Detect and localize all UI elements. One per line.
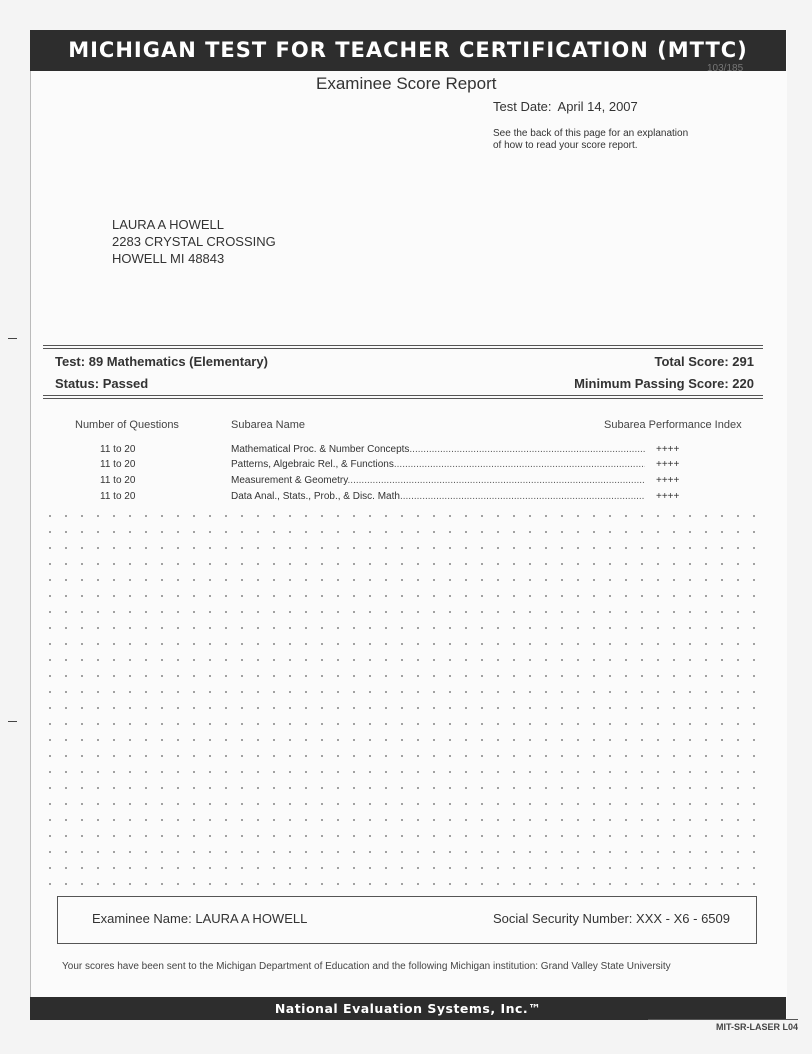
row-questions: 11 to 20 [100,459,136,470]
margin-tick [8,338,17,339]
row-questions: 11 to 20 [100,475,136,486]
row-subarea: Data Anal., Stats., Prob., & Disc. Math ..... [231,491,645,502]
table-row [0,491,812,507]
row-index: ++++ [656,444,680,455]
address-street: 2283 CRYSTAL CROSSING [112,234,276,249]
test-label: Test: [55,354,86,369]
page-stamp: 103/185 [707,63,744,74]
status-label: Status: [55,376,100,391]
test-date-label: Test Date: [493,99,552,114]
divider [43,398,763,399]
address-name: LAURA A HOWELL [112,217,224,232]
dotted-grid-area [42,508,762,890]
examinee-info-box [57,896,757,944]
examinee-name [92,911,307,926]
divider [43,345,763,346]
form-code: MIT-SR-LASER L04 [715,1022,798,1032]
row-index: ++++ [656,459,680,470]
ssn-label: Social Security Number: [492,911,633,926]
test-name [55,354,268,369]
mailing-address [112,216,276,267]
explanation-note [493,128,733,152]
explanation-note-line: of how to read your score report. [493,140,638,151]
min-score-value: 220 [732,376,754,391]
status-value: Passed [102,376,149,391]
total-score-value: 291 [732,354,754,369]
test-date [493,99,638,114]
row-index: ++++ [656,491,680,502]
total-score [655,354,755,369]
divider [43,395,763,396]
divider [43,348,763,349]
table-row [0,475,812,491]
table-row [0,459,812,475]
row-index: ++++ [656,475,680,486]
test-value: 89 Mathematics (Elementary) [88,354,268,369]
column-header-subarea: Subarea Name [231,419,305,431]
column-header-index: Subarea Performance Index [604,419,742,431]
report-title: MICHIGAN TEST FOR TEACHER CERTIFICATION (MTTC) [30,30,786,71]
examinee-name-label: Examinee Name: [92,911,192,926]
address-city: HOWELL MI 48843 [112,251,225,266]
row-questions: 11 to 20 [100,444,136,455]
row-subarea: Mathematical Proc. & Number Concepts ..... [231,444,645,455]
row-questions: 11 to 20 [100,491,136,502]
examinee-name-value: LAURA A HOWELL [195,911,308,926]
test-status [55,376,148,391]
row-subarea: Patterns, Algebraic Rel., & Functions ..... [231,459,645,470]
social-security-number [493,911,730,926]
publisher-bar: National Evaluation Systems, Inc.™ [30,997,786,1020]
margin-tick [8,721,17,722]
report-subtitle: Examinee Score Report [316,74,497,93]
row-subarea: Measurement & Geometry ..... [231,475,645,486]
table-row [0,444,812,460]
explanation-note-line: See the back of this page for an explanation [493,128,689,139]
min-score-label: Minimum Passing Score: [574,376,729,391]
column-header-questions: Number of Questions [75,419,179,431]
score-distribution-note: Your scores have been sent to the Michigan Department of Education and the following Michigan institution: Grand Valley State University [62,961,671,972]
test-date-value: April 14, 2007 [557,99,638,114]
total-score-label: Total Score: [654,354,729,369]
ssn-value: XXX - X6 - 6509 [636,911,730,926]
minimum-passing-score [574,376,754,391]
